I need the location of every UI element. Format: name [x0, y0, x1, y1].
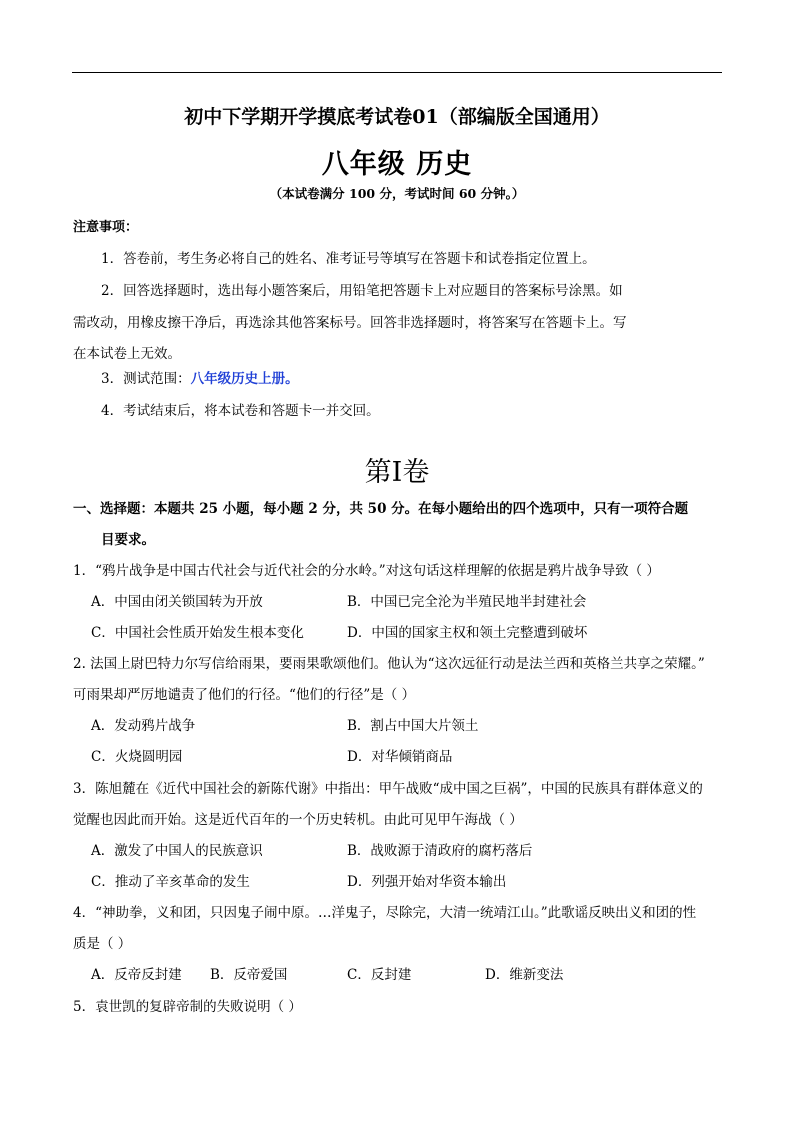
question-2-option-c: C．火烧圆明园: [91, 749, 183, 765]
note-2-line-2: 需改动，用橡皮擦干净后，再选涂其他答案标号。回答非选择题时，将答案写在答题卡上。写: [73, 315, 627, 331]
question-3-option-b: B．战败源于清政府的腐朽落后: [347, 843, 533, 859]
note-3: [101, 367, 299, 387]
question-3-stem-line-1: 3．陈旭麓在《近代中国社会的新陈代谢》中指出：甲午战败“成中国之巨祸”，中国的民族具有群体意义的: [73, 781, 703, 797]
exam-info: （本试卷满分 100 分，考试时间 60 分钟。）: [269, 186, 525, 201]
question-2-stem-line-2: 可雨果却严厉地谴责了他们的行径。“他们的行径”是（ ）: [73, 687, 416, 703]
section-instructions-line-2: 目要求。: [101, 532, 155, 548]
note-2-line-3: 在本试卷上无效。: [73, 346, 181, 362]
question-4-stem-line-1: 4．“神助拳，义和团，只因鬼子闹中原。…洋鬼子，尽除完，大清一统靖江山。”此歌谣反映出义和团的性: [73, 905, 697, 921]
question-1-option-d: D．中国的国家主权和领土完整遭到破坏: [347, 625, 588, 641]
question-1-stem: 1．“鸦片战争是中国古代社会与近代社会的分水岭。”对这句话这样理解的依据是鸦片战争导致（ ）: [73, 563, 660, 579]
note-2-line-1: 2．回答选择题时，选出每小题答案后，用铅笔把答题卡上对应题目的答案标号涂黑。如: [101, 283, 623, 299]
notes-heading: 注意事项：: [73, 220, 139, 235]
note-1: 1．答卷前，考生务必将自己的姓名、准考证号等填写在答题卡和试卷指定位置上。: [101, 251, 596, 267]
paper-title: 初中下学期开学摸底考试卷01（部编版全国通用）: [184, 106, 610, 128]
test-scope: 八年级历史上册。: [190, 371, 299, 387]
question-4-option-a: A．反帝反封建: [91, 967, 182, 983]
question-3-stem-line-2: 觉醒也因此而开始。这是近代百年的一个历史转机。由此可见甲午海战（ ）: [73, 812, 523, 828]
section-instructions-line-1: 一、选择题：本题共 25 小题，每小题 2 分，共 50 分。在每小题给出的四个选项中，只有一项符合题: [73, 501, 689, 517]
question-2-option-d: D．对华倾销商品: [347, 749, 453, 765]
question-1-option-a: A．中国由闭关锁国转为开放: [91, 594, 263, 610]
question-3-option-a: A．激发了中国人的民族意识: [91, 843, 263, 859]
subject-title: 八年级 历史: [321, 149, 473, 180]
section-title: 第I卷: [364, 457, 430, 488]
question-2-option-b: B．割占中国大片领土: [347, 718, 479, 734]
note-3-prefix: 3．测试范围：: [101, 371, 191, 387]
question-3-option-c: C．推动了辛亥革命的发生: [91, 874, 250, 890]
question-4-option-d: D．维新变法: [485, 967, 564, 983]
question-1-option-c: C．中国社会性质开始发生根本变化: [91, 625, 304, 641]
question-4-option-b: B．反帝爱国: [210, 967, 288, 983]
question-3-option-d: D．列强开始对华资本输出: [347, 874, 507, 890]
question-2-option-a: A．发动鸦片战争: [91, 718, 196, 734]
question-4-option-c: C．反封建: [347, 967, 412, 983]
question-5-stem: 5．袁世凯的复辟帝制的失败说明（ ）: [73, 999, 302, 1015]
question-1-option-b: B．中国已完全沦为半殖民地半封建社会: [347, 594, 587, 610]
question-2-stem-line-1: 2. 法国上尉巴特力尔写信给雨果，要雨果歌颂他们。他认为“这次远征行动是法兰西和英格兰共享之荣耀。”: [73, 656, 705, 672]
question-4-stem-line-2: 质是（ ）: [73, 936, 132, 952]
header-rule: [72, 72, 722, 73]
note-4: 4．考试结束后，将本试卷和答题卡一并交回。: [101, 403, 380, 419]
